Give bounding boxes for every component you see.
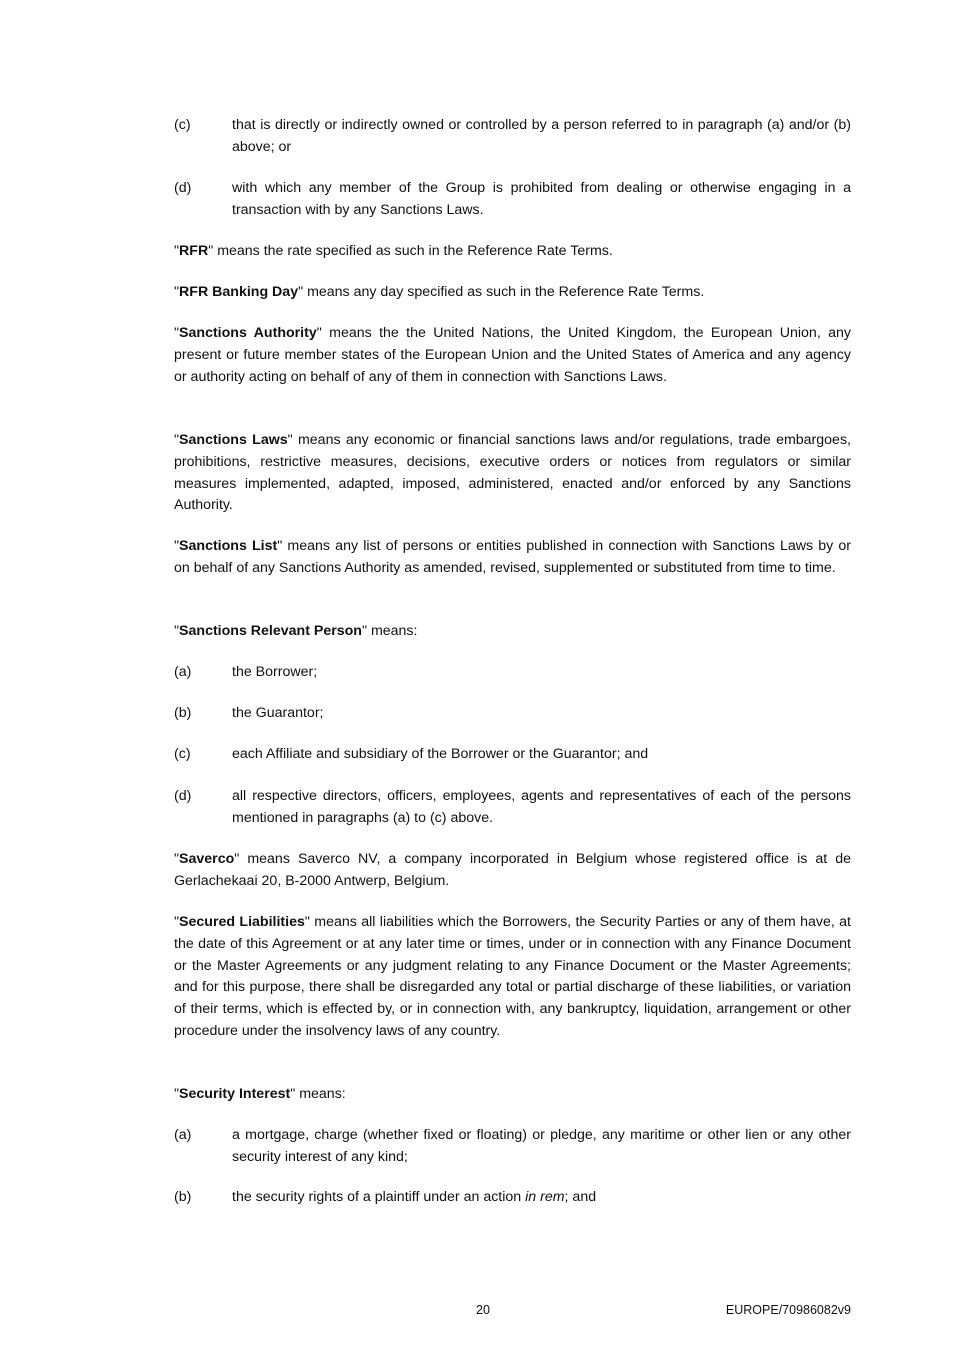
definition-body: " means:	[290, 1086, 346, 1102]
definition-body: " means all liabilities which the Borrowers, the Security Parties or any of them have, at the date of this Agreement or at any later time or times, under or in connection with any Finance Document or the Master Agreements or any judgment relating to any Finance Document or the Master Agreements; and for this purpose, there shall be disregarded any total or partial discharge of these liabilities, or variation of their terms, which is effected by, or in connection with, any bankruptcy, liquidation, arrangement or other procedure under the insolvency laws of any country.	[174, 914, 851, 1039]
definition-sanctions-authority	[174, 323, 851, 388]
item-text: with which any member of the Group is prohibited from dealing or otherwise engaging in a transaction with by any Sanctions Laws.	[232, 180, 851, 218]
quote: "	[174, 284, 180, 300]
quote: "	[174, 325, 180, 341]
list-item	[174, 178, 851, 222]
list-item	[174, 115, 851, 159]
item-text	[232, 1187, 851, 1209]
definition-body: " means the rate specified as such in the Reference Rate Terms.	[208, 243, 613, 259]
term: Secured Liabilities	[179, 914, 305, 930]
italic-term: in rem	[525, 1189, 565, 1205]
term: Saverco	[179, 851, 235, 867]
list-item	[174, 1125, 851, 1169]
term: RFR	[179, 243, 209, 259]
quote: "	[174, 914, 180, 930]
item-label: (d)	[174, 180, 192, 196]
term: Security Interest	[179, 1086, 291, 1102]
item-label: (d)	[174, 788, 192, 804]
item-text: that is directly or indirectly owned or controlled by a person referred to in paragraph (a) and/or (b) above; or	[232, 117, 851, 155]
definition-body: " means any economic or financial sanctions laws and/or regulations, trade embargoes, prohibitions, restrictive measures, decisions, executive orders or notices from regulators or similar measures implemented, adapted, imposed, administered, enacted and/or enforced by any Sanctions Authority.	[174, 432, 851, 514]
item-label: (a)	[174, 664, 192, 680]
definition-body: " means Saverco NV, a company incorporated in Belgium whose registered office is at de Gerlachekaai 20, B-2000 Antwerp, Belgium.	[174, 851, 851, 889]
definition-body: " means:	[361, 623, 418, 639]
quote: "	[174, 623, 180, 639]
term: Sanctions Relevant Person	[179, 623, 362, 639]
document-reference: EUROPE/70986082v9	[725, 1303, 851, 1317]
quote: "	[174, 851, 180, 867]
definition-body: " means any day specified as such in the Reference Rate Terms.	[298, 284, 705, 300]
definition-saverco	[174, 849, 851, 893]
text-segment: ; and	[564, 1189, 597, 1205]
term: RFR Banking Day	[179, 284, 299, 300]
text-segment: the security rights of a plaintiff under an action	[232, 1189, 526, 1205]
list-item	[174, 786, 851, 830]
list-item	[174, 703, 851, 725]
quote: "	[174, 1086, 180, 1102]
definition-body: " means any list of persons or entities published in connection with Sanctions Laws by or on behalf of any Sanctions Authority as amended, revised, supplemented or substituted from time to time.	[174, 538, 851, 576]
definition-sanctions-relevant-person	[174, 621, 851, 643]
term: Sanctions List	[179, 538, 278, 554]
page-number: 20	[476, 1303, 490, 1317]
item-label: (a)	[174, 1127, 192, 1143]
definition-secured-liabilities	[174, 912, 851, 1043]
definition-rfr-banking-day	[174, 282, 851, 304]
item-label: (c)	[174, 117, 191, 133]
list-item	[174, 662, 851, 684]
item-text: a mortgage, charge (whether fixed or floating) or pledge, any maritime or other lien or any other security interest of any kind;	[232, 1127, 851, 1165]
item-text: each Affiliate and subsidiary of the Borrower or the Guarantor; and	[232, 746, 649, 762]
list-item	[174, 1187, 851, 1209]
item-text: the Borrower;	[232, 664, 318, 680]
term: Sanctions Authority	[179, 325, 317, 341]
item-text: all respective directors, officers, employees, agents and representatives of each of the persons mentioned in paragraphs (a) to (c) above.	[232, 788, 851, 826]
definition-sanctions-list	[174, 536, 851, 580]
quote: "	[174, 432, 180, 448]
definition-sanctions-laws	[174, 430, 851, 517]
definition-security-interest	[174, 1084, 851, 1106]
quote: "	[174, 243, 180, 259]
item-label: (b)	[174, 705, 192, 721]
term: Sanctions Laws	[179, 432, 288, 448]
item-label: (c)	[174, 746, 191, 762]
definition-body: " means the the United Nations, the United Kingdom, the European Union, any present or future member states of the European Union and the United States of America and any agency or authority acting on behalf of any of them in connection with Sanctions Laws.	[174, 325, 851, 385]
list-item	[174, 744, 851, 766]
definition-rfr	[174, 241, 851, 263]
item-text: the Guarantor;	[232, 705, 324, 721]
item-label: (b)	[174, 1189, 192, 1205]
quote: "	[174, 538, 180, 554]
